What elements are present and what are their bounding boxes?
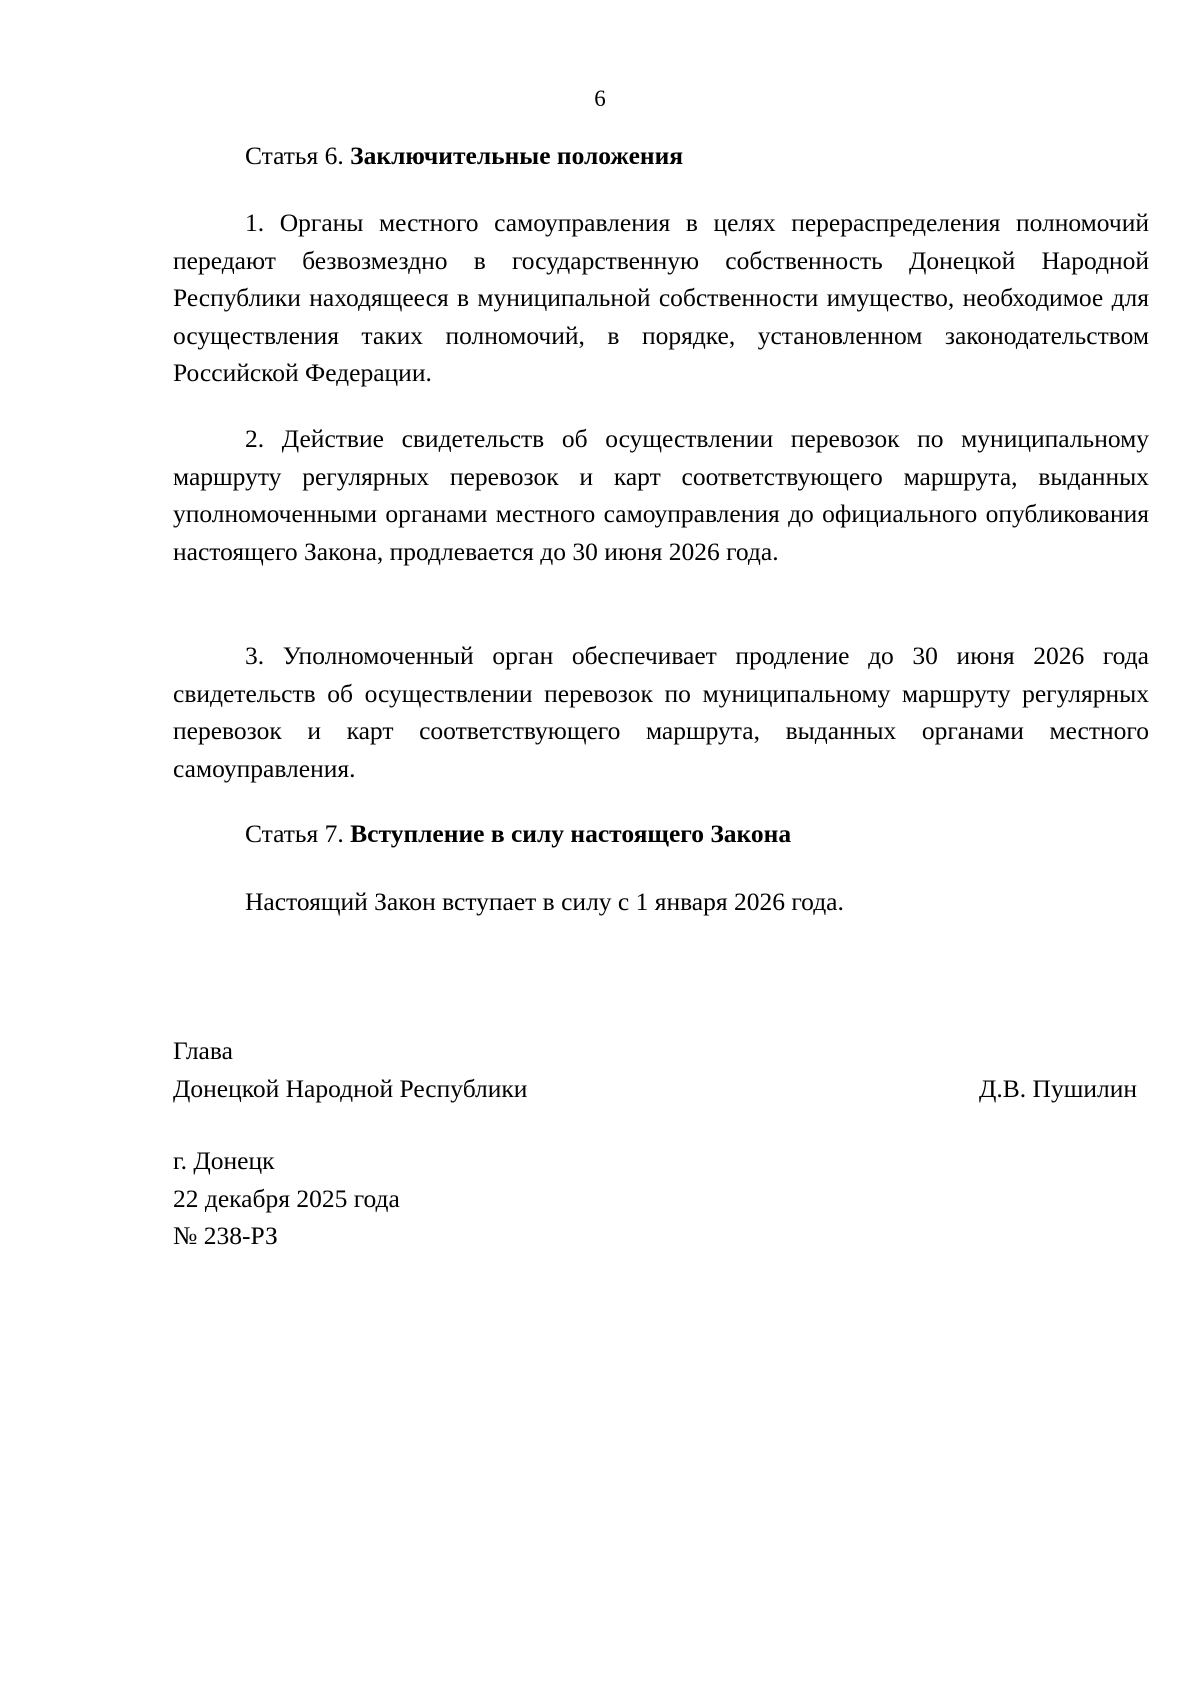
article-7-heading: [173, 815, 1149, 853]
footer-city: г. Донецк: [173, 1146, 275, 1175]
signature-position-line2: Донецкой Народной Республики: [173, 1073, 528, 1103]
article-7-prefix: Статья 7.: [245, 819, 344, 848]
footer-date: 22 декабря 2025 года: [173, 1183, 400, 1213]
footer-number: № 238-РЗ: [173, 1221, 278, 1250]
article-6-item-2: 2. Действие свидетельств об осуществлении перевозок по муниципальному маршруту регулярных перевозок и карт соответствующего маршрута, выданных уполномоченными органами местного самоуправления до официального опубликования настоящего Закона, продлевается до 30 июня 2026 года.: [173, 424, 1149, 566]
document-footer: [173, 1142, 400, 1255]
article-6-prefix: Статья 6.: [245, 141, 344, 170]
article-6-heading: [173, 137, 1149, 175]
signature-position-line1: Глава: [173, 1036, 233, 1065]
article-6-title: Заключительные положения: [350, 141, 684, 170]
article-6-item-3: 3. Уполномоченный орган обеспечивает продление до 30 июня 2026 года свидетельств об осуществлении перевозок по муниципальному маршруту регулярных перевозок и карт соответствующего маршрута, выданных органами местного самоуправления.: [173, 641, 1149, 783]
signature-block: [173, 1032, 1149, 1107]
article-6-item-1: 1. Органы местного самоуправления в целях перераспределения полномочий передают безвозмездно в государственную собственность Донецкой Народной Республики находящееся в муниципальной собственности имущество, необходимое для осуществления таких полномочий, в порядке, установленном законодательством Российской Федерации.: [173, 208, 1149, 387]
article-7-text: Настоящий Закон вступает в силу с 1 января 2026 года.: [245, 887, 844, 916]
page-number: 6: [594, 86, 606, 111]
article-7-title: Вступление в силу настоящего Закона: [350, 819, 792, 848]
signatory-name: Д.В. Пушилин: [979, 1073, 1137, 1103]
